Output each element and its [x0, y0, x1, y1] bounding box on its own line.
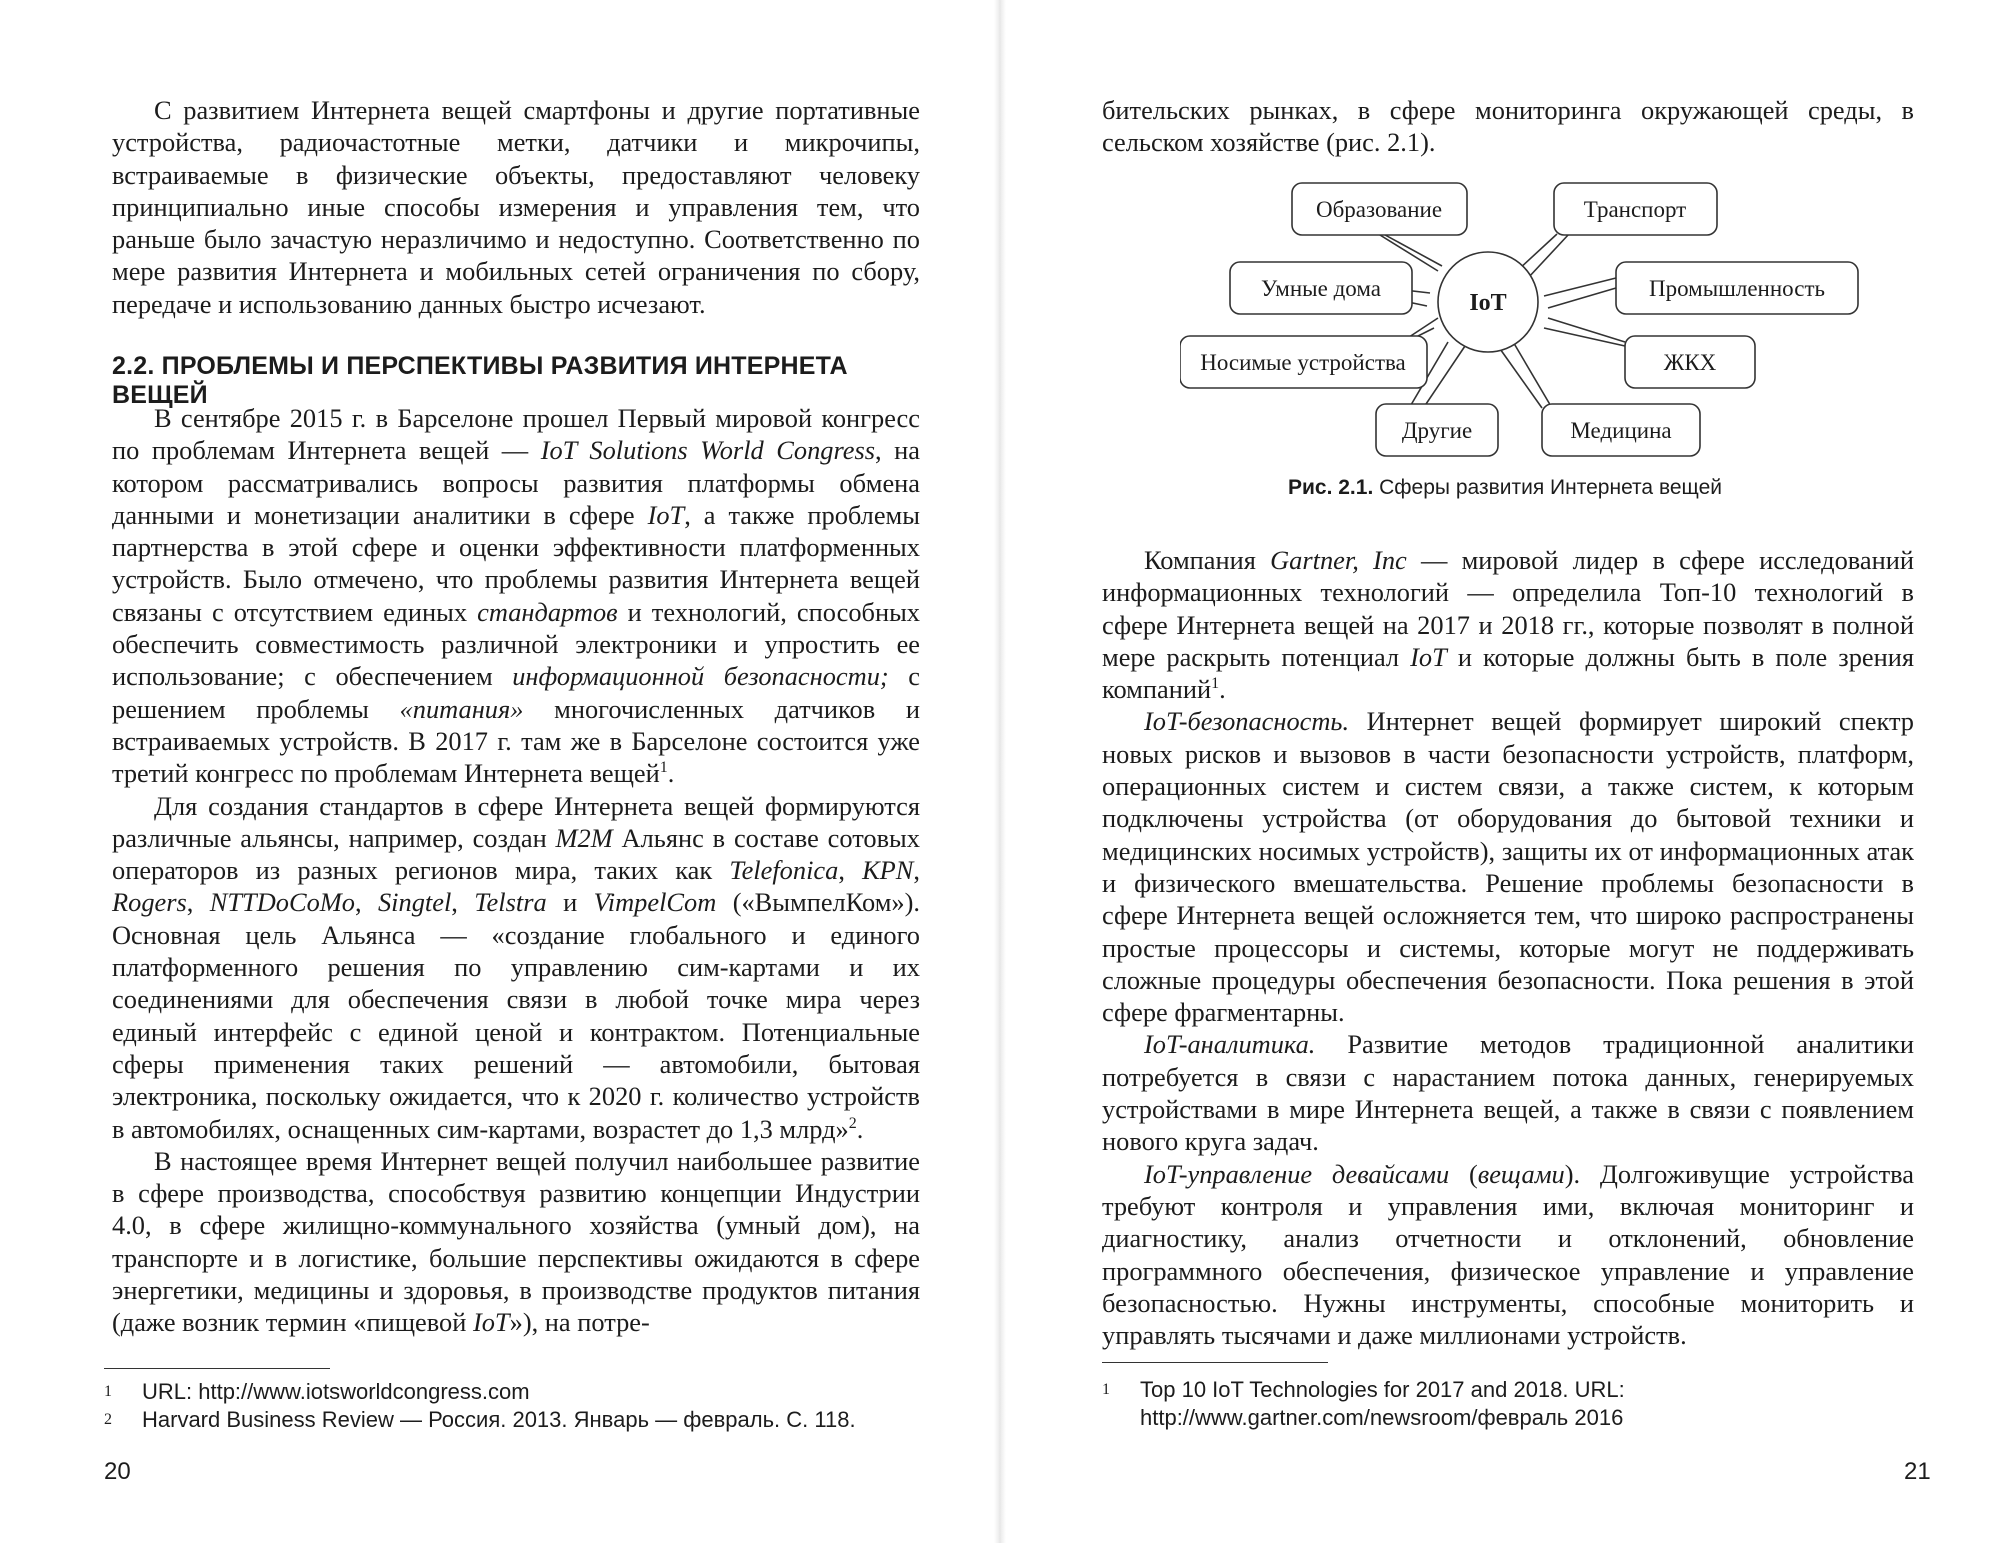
figure-caption-text: Сферы развития Интернета вещей	[1373, 476, 1722, 499]
section-heading: 2.2. ПРОБЛЕМЫ И ПЕРСПЕКТИВЫ РАЗВИТИЯ ИНТЕРНЕТА ВЕЩЕЙ	[112, 352, 848, 409]
left-footnotes	[104, 1378, 924, 1434]
paragraph-congress: В сентябре 2015 г. в Барселоне прошел Первый мировой конгресс по проблемам Интернета вещей — IoT Solutions World Congress, на котором рассматривались вопросы развития платформы обмена данными и монетизации аналитики в сфере IoT, а также проблемы партнерства в этой сфере и оценки эффективности платформенных устройств. Было отмечено, что проблемы развития Интернета вещей связаны с отсутствием единых стандартов и технологий, способных обеспечить совместимость различной электроники и упростить ее использование; с обеспечением информационной безопасности; с решением проблемы «питания» многочисленных датчиков и встраиваемых устройств. В 2017 г. там же в Барселоне состоится уже третий конгресс по проблемам Интернета вещей$^1$.	[112, 403, 920, 789]
figure-caption	[1010, 476, 2000, 500]
left-page	[0, 0, 990, 1543]
footnote: 1 URL: http://www.iotsworldcongress.com	[104, 1379, 530, 1404]
node-label: Умные дома	[1261, 276, 1381, 301]
node-label: Образование	[1315, 197, 1443, 222]
page-number: 20	[104, 1458, 131, 1485]
iot-center-label: IoT	[1469, 290, 1507, 316]
node-label: Медицина	[1570, 418, 1672, 443]
footnote: 1 Top 10 IoT Technologies for 2017 and 2018. URL: http://www.gartner.com/newsroom/февраль 2016	[1102, 1377, 1625, 1430]
book-spine	[994, 0, 1006, 1543]
footnote-ref: 1	[1211, 675, 1220, 693]
continuation-paragraph: бительских рынках, в сфере мониторинга окружающей среды, в сельском хозяйстве (рис. 2.1).	[1102, 95, 1914, 158]
node-label: Носимые устройства	[1200, 350, 1406, 375]
left-body-text	[112, 402, 920, 1339]
paragraph-alliances: Для создания стандартов в сфере Интернета вещей формируются различные альянсы, например, создан M2M Альянс в составе сотовых операторов из разных регионов мира, таких как Telefonica, KPN, Rogers, NTTDoCoMo, Singtel, Telstra и VimpelCom («ВымпелКом»). Основная цель Альянса — «создание глобального и единого платформенного решения по управлению сим-картами и их соединениями для обеспечения связи в любой точке мира через единый интерфейс с единой ценой и контрактом. Потенциальные сферы применения таких решений — автомобили, бытовая электроника, поскольку ожидается, что к 2020 г. количество устройств в автомобилях, оснащенных сим-картами, возрастет до 1,3 млрд»$^2$.	[112, 790, 920, 1144]
footnote-ref: 2	[848, 1114, 857, 1132]
footnote-ref: 1	[659, 759, 668, 777]
footnote: 2 Harvard Business Review — Россия. 2013. Январь — февраль. С. 118.	[104, 1407, 856, 1432]
paragraph-iot-device-management: IoT-управление девайсами (вещами). Долгоживущие устройства требуют контроля и управления ими, включая мониторинг и диагностику, анализ отчетности и отклонений, обновление программного обеспечения, физическое управление и управление безопасностью. Нужны инструменты, способные мониторить и управлять тысячами и даже миллионами устройств.	[1102, 1158, 1914, 1351]
intro-paragraph-block	[112, 94, 920, 320]
paragraph-current-state: В настоящее время Интернет вещей получил наибольшее развитие в сфере производства, способствуя развитию концепции Индустрии 4.0, в сфере жилищно-коммунального хозяйства (умный дом), на транспорте и в логистике, большие перспективы ожидаются в сфере энергетики, медицины и здоровья, в производстве продуктов питания (даже возник термин «пищевой IoT»), на потре-	[112, 1145, 920, 1338]
intro-paragraph: С развитием Интернета вещей смартфоны и другие портативные устройства, радиочастотные метки, датчики и микрочипы, встраиваемые в физические объекты, предоставляют человеку принципиально иные способы измерения и управления тем, что раньше было зачастую неразличимо и недоступно. Соответственно по мере развития Интернета и мобильных сетей ограничения по сбору, передаче и использованию данных быстро исчезают.	[112, 95, 920, 319]
node-label: ЖКХ	[1663, 350, 1717, 375]
footnote-divider	[104, 1368, 330, 1369]
figure-caption-label: Рис. 2.1.	[1287, 476, 1374, 499]
node-label: Транспорт	[1583, 197, 1687, 222]
continuation-block	[1102, 94, 1914, 159]
iot-diagram	[1180, 178, 1860, 470]
node-label: Другие	[1401, 418, 1473, 443]
paragraph-iot-analytics: IoT-аналитика. Развитие методов традиционной аналитики потребуется в связи с нарастанием потока данных, генерируемых устройствами в мире Интернета вещей, а также в связи с появлением нового круга задач.	[1102, 1029, 1914, 1157]
node-label: Промышленность	[1648, 276, 1826, 301]
paragraph-gartner: Компания Gartner, Inc — мировой лидер в сфере исследований информационных технологий — определила Топ-10 технологий в сфере Интернета вещей на 2017 и 2018 гг., которые позволят в полной мере раскрыть потенциал IoT и которые должны быть в поле зрения компаний$^1$.	[1102, 545, 1914, 705]
page-number: 21	[1904, 1458, 1931, 1485]
paragraph-iot-security: IoT-безопасность. Интернет вещей формирует широкий спектр новых рисков и вызовов в части безопасности устройств, платформ, операционных систем и систем связи, а также систем, к которым подключены устройства (от оборудования до бытовой техники и медицинских носимых устройств), защиты их от информационных атак и физического вмешательства. Решение проблемы безопасности в сфере Интернета вещей осложняется тем, что широко распространены простые процессоры и системы, которые могут не поддерживать сложные процедуры обеспечения безопасности. Пока решения в этой сфере фрагментарны.	[1102, 706, 1914, 1028]
